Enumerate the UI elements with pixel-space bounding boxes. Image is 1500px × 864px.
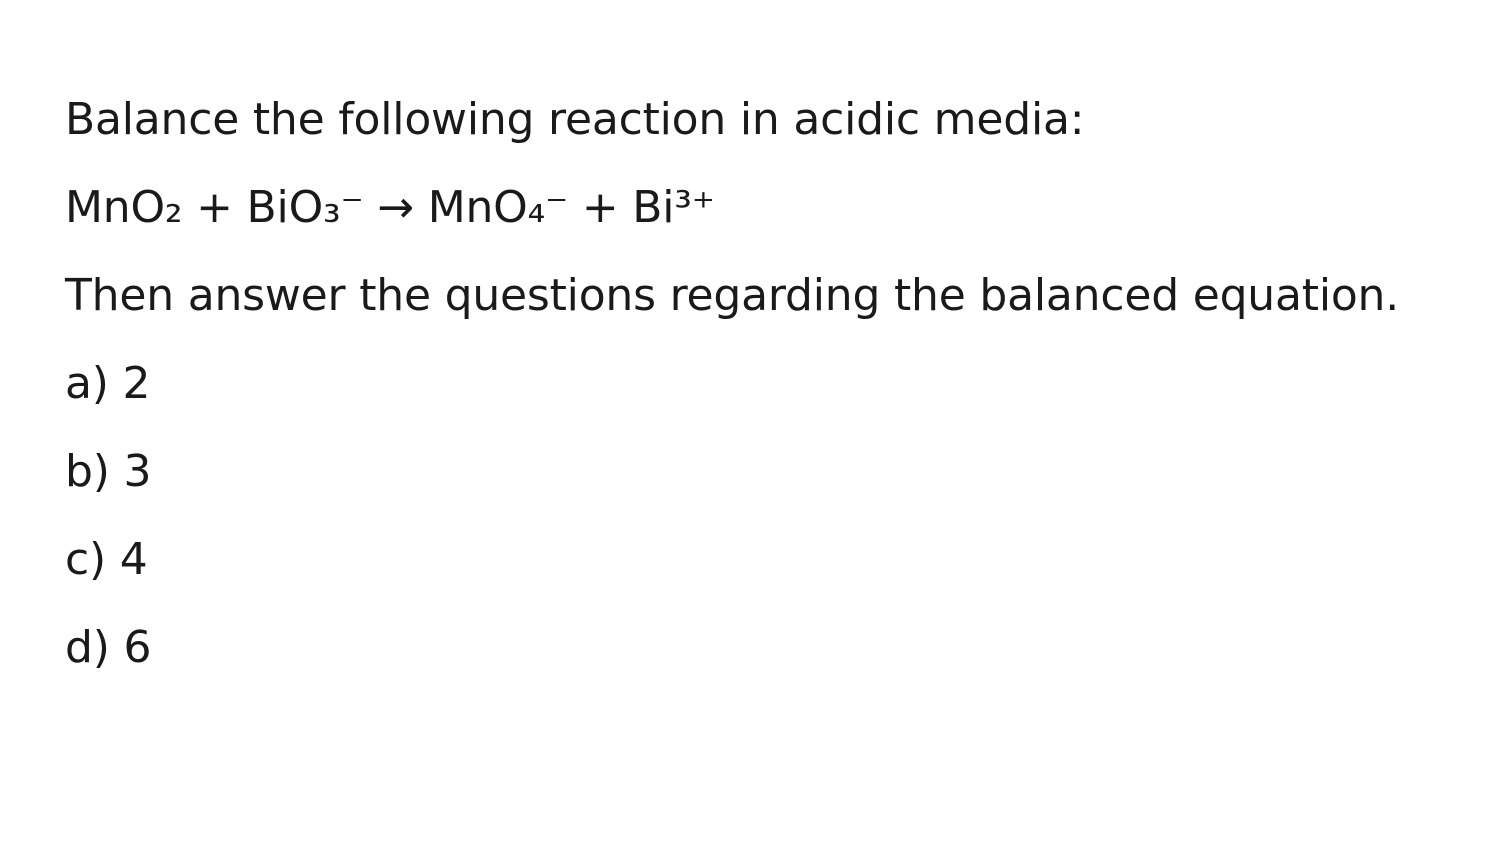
option-d: d) 6 (65, 622, 152, 673)
question-follow-up: Then answer the questions regarding the balanced equation. (65, 270, 1400, 321)
answer-options (65, 340, 1465, 692)
chemical-equation: MnO₂ + BiO₃⁻ → MnO₄⁻ + Bi³⁺ (65, 182, 715, 233)
option-a: a) 2 (65, 358, 151, 409)
question-instruction: Balance the following reaction in acidic media: (65, 94, 1085, 145)
question-block (65, 76, 1465, 692)
option-c: c) 4 (65, 534, 148, 585)
option-b: b) 3 (65, 446, 152, 497)
